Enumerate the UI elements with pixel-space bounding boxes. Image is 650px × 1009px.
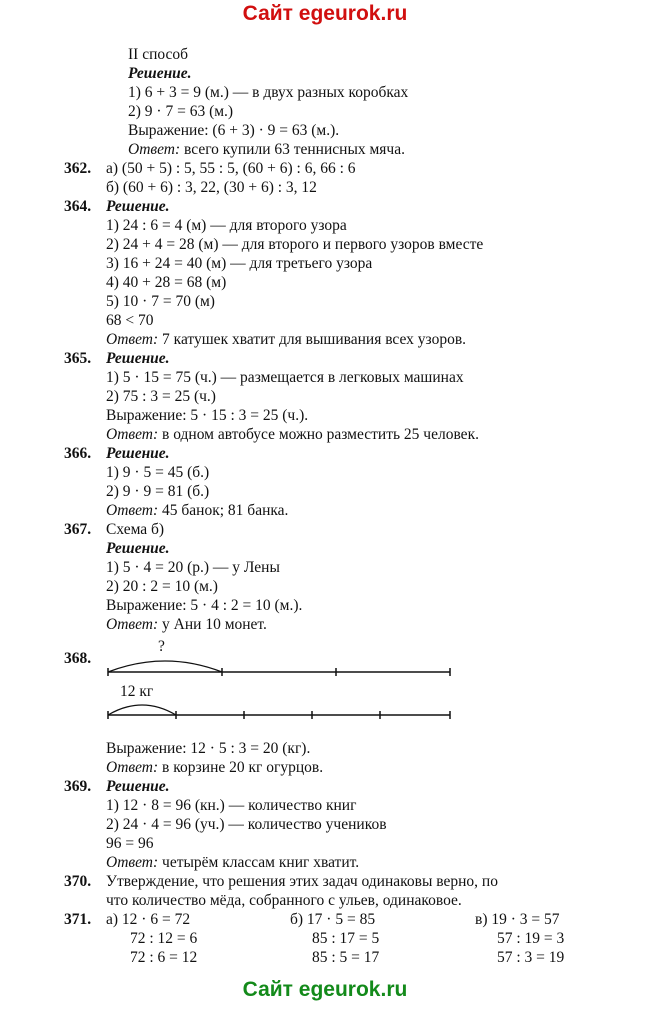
segment-diagram-bottom	[100, 690, 460, 730]
task-371-c: 57 : 3 = 19	[497, 949, 565, 966]
task-number-362: 362.	[64, 160, 92, 177]
task-number-364: 364.	[64, 198, 92, 215]
task-367-answer	[106, 616, 267, 634]
task-number-368: 368.	[64, 650, 92, 667]
intro-answer	[128, 141, 405, 159]
task-366-line: 1) 9 · 5 = 45 (б.)	[106, 464, 210, 481]
task-362-line-b: б) (60 + 6) : 3, 22, (30 + 6) : 3, 12	[106, 179, 317, 196]
task-365-line: Выражение: 5 · 15 : 3 = 25 (ч.).	[106, 407, 309, 424]
answer-text: у Ани 10 монет.	[162, 616, 267, 633]
answer-label: Ответ:	[106, 854, 159, 871]
task-364-line: 4) 40 + 28 = 68 (м)	[106, 274, 227, 291]
answer-label: Ответ:	[106, 502, 159, 519]
task-367-line: 2) 20 : 2 = 10 (м.)	[106, 578, 218, 595]
task-number-366: 366.	[64, 445, 92, 462]
task-370-line-1: Утверждение, что решения этих задач одинаковы верно, по	[106, 873, 498, 890]
task-371-b: б) 17 · 5 = 85	[290, 911, 376, 928]
solution-label: Решение.	[106, 445, 170, 462]
site-footer-watermark: Сайт egeurok.ru	[242, 978, 408, 1001]
task-369-answer	[106, 854, 359, 872]
kg-label: 12 кг	[120, 683, 154, 700]
task-368-expression: Выражение: 12 · 5 : 3 = 20 (кг).	[106, 740, 311, 757]
answer-text: в корзине 20 кг огурцов.	[162, 759, 324, 776]
task-369-line: 96 = 96	[106, 835, 154, 852]
task-number-370: 370.	[64, 873, 92, 890]
brace-arc-12kg	[108, 705, 176, 715]
task-364-line: 5) 10 · 7 = 70 (м)	[106, 293, 215, 310]
task-362-line-a: а) (50 + 5) : 5, 55 : 5, (60 + 6) : 6, 66 : 6	[106, 160, 356, 177]
question-mark-label: ?	[158, 638, 165, 655]
method-heading: II способ	[128, 46, 189, 63]
task-371-a: 72 : 6 = 12	[130, 949, 198, 966]
answer-text: четырём классам книг хватит.	[162, 854, 360, 871]
task-370-line-2: что количество мёда, собранного с ульев, одинаковое.	[106, 892, 462, 909]
task-369-line: 1) 12 · 8 = 96 (кн.) — количество книг	[106, 797, 357, 814]
segment-diagram-top	[100, 640, 460, 680]
answer-label: Ответ:	[106, 426, 159, 443]
task-number-369: 369.	[64, 778, 92, 795]
site-header-watermark: Сайт egeurok.ru	[242, 2, 408, 25]
task-367-scheme: Схема б)	[106, 521, 165, 538]
task-365-answer	[106, 426, 479, 444]
task-364-line: 3) 16 + 24 = 40 (м) — для третьего узора	[106, 255, 373, 272]
task-number-367: 367.	[64, 521, 92, 538]
answer-label: Ответ:	[106, 616, 159, 633]
intro-step-2: 2) 9 · 7 = 63 (м.)	[128, 103, 234, 120]
task-365-line: 1) 5 · 15 = 75 (ч.) — размещается в легковых машинах	[106, 369, 464, 386]
task-368-answer	[106, 759, 323, 777]
task-371-b: 85 : 5 = 17	[312, 949, 380, 966]
task-364-line: 2) 24 + 4 = 28 (м) — для второго и первого узоров вместе	[106, 236, 484, 253]
answer-label: Ответ:	[106, 759, 159, 776]
solution-label: Решение.	[106, 540, 170, 557]
brace-arc-question	[108, 661, 222, 672]
task-number-371: 371.	[64, 911, 92, 928]
answer-label: Ответ:	[106, 331, 159, 348]
answer-label: Ответ:	[128, 141, 181, 158]
answer-text: в одном автобусе можно разместить 25 человек.	[162, 426, 479, 443]
intro-step-1: 1) 6 + 3 = 9 (м.) — в двух разных коробках	[128, 84, 409, 101]
answer-text: 7 катушек хватит для вышивания всех узоров.	[162, 331, 467, 348]
task-364-answer	[106, 331, 466, 349]
task-371-a: 72 : 12 = 6	[130, 930, 198, 947]
task-371-b: 85 : 17 = 5	[312, 930, 380, 947]
intro-expression: Выражение: (6 + 3) · 9 = 63 (м.).	[128, 122, 340, 139]
task-number-365: 365.	[64, 350, 92, 367]
task-365-line: 2) 75 : 3 = 25 (ч.)	[106, 388, 216, 405]
task-366-line: 2) 9 · 9 = 81 (б.)	[106, 483, 210, 500]
solution-label: Решение.	[106, 198, 170, 215]
task-371-a: а) 12 · 6 = 72	[106, 911, 191, 928]
task-371-c: в) 19 · 3 = 57	[475, 911, 560, 928]
solution-label: Решение.	[128, 65, 192, 82]
solution-label: Решение.	[106, 350, 170, 367]
task-364-line: 68 < 70	[106, 312, 154, 329]
solution-label: Решение.	[106, 778, 170, 795]
task-369-line: 2) 24 · 4 = 96 (уч.) — количество учеников	[106, 816, 387, 833]
answer-text: всего купили 63 теннисных мяча.	[184, 141, 405, 158]
answer-text: 45 банок; 81 банка.	[162, 502, 289, 519]
task-366-answer	[106, 502, 288, 520]
task-367-line: 1) 5 · 4 = 20 (р.) — у Лены	[106, 559, 280, 576]
task-371-c: 57 : 19 = 3	[497, 930, 565, 947]
task-364-line: 1) 24 : 6 = 4 (м) — для второго узора	[106, 217, 347, 234]
task-367-line: Выражение: 5 · 4 : 2 = 10 (м.).	[106, 597, 303, 614]
